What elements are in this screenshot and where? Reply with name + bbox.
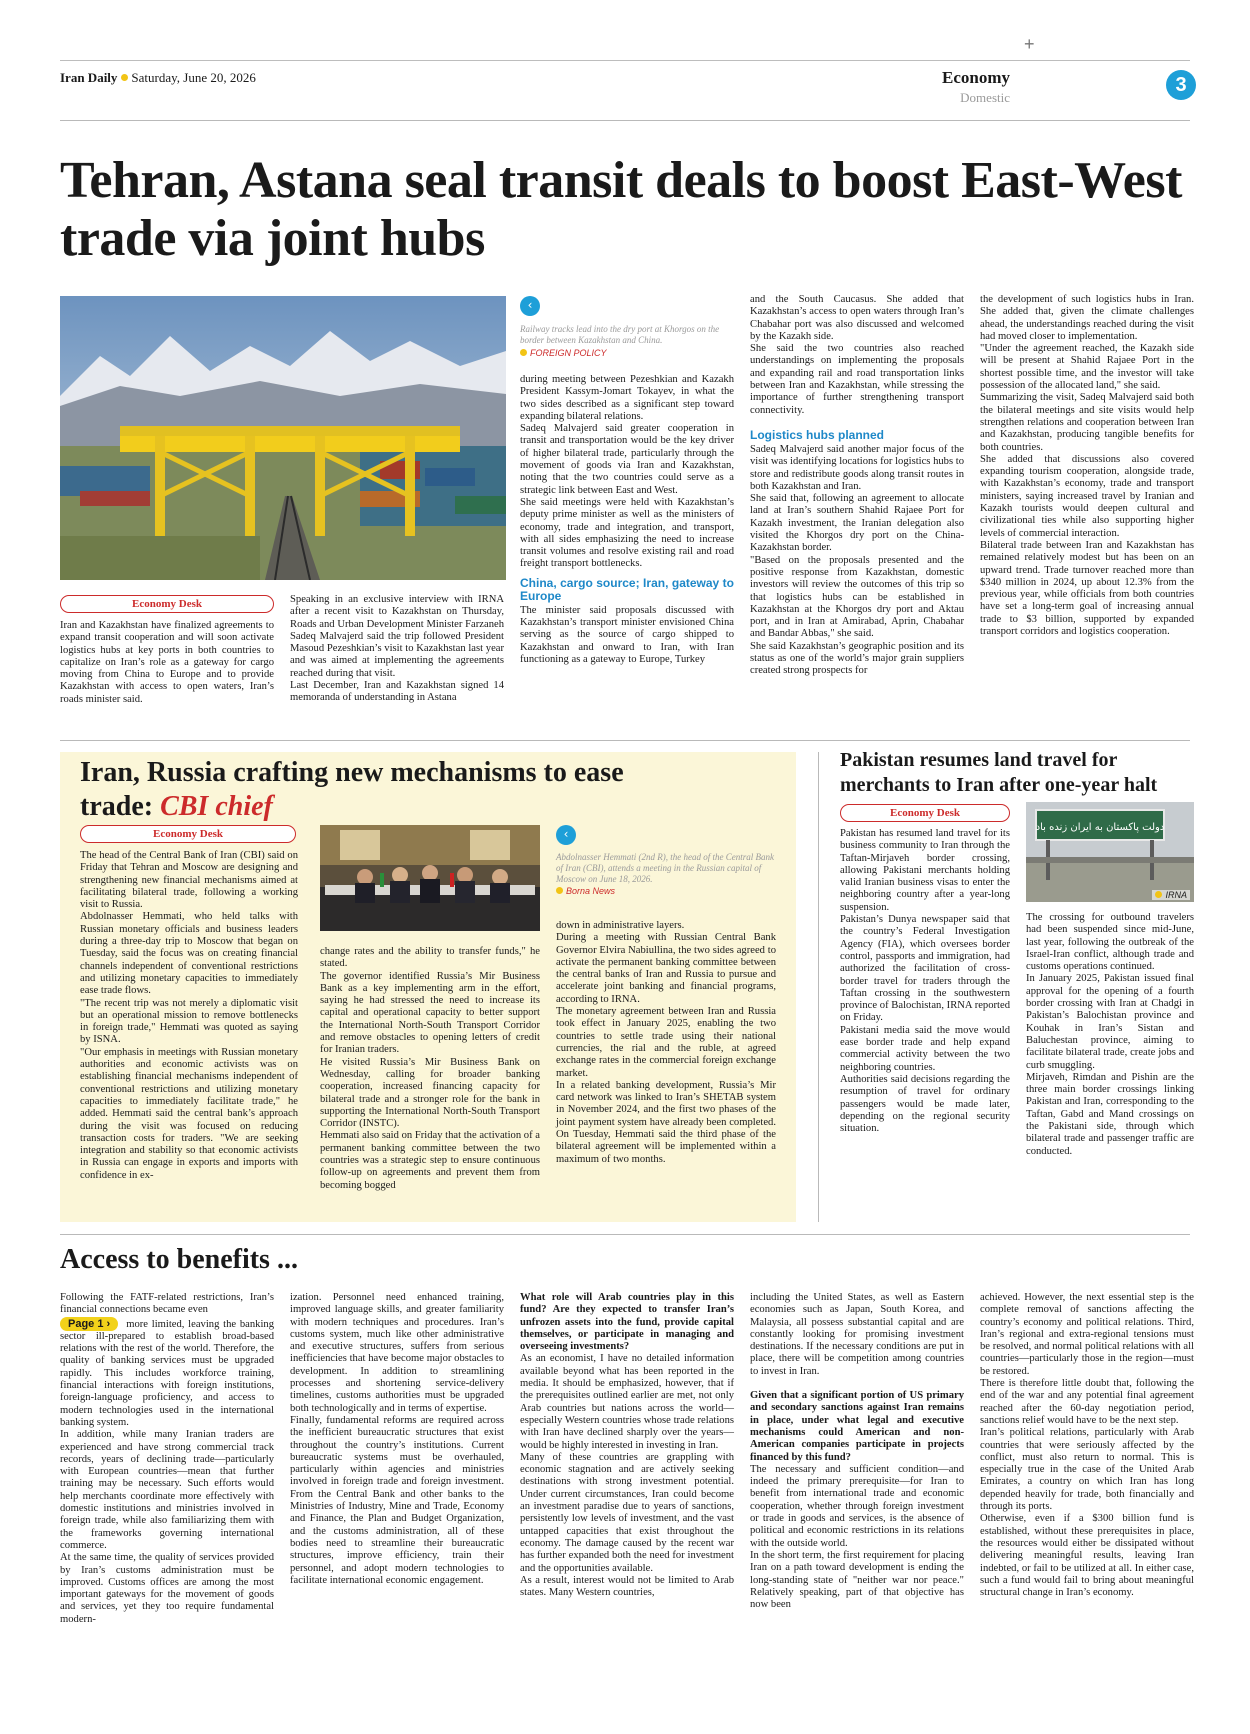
russia-caption-source [556, 886, 776, 897]
access-col1-lead: Following the FATF-related restrictions, Iran’s financial connections became even [60, 1292, 274, 1316]
arrow-left-icon: ‹ [520, 296, 540, 316]
pakistan-col2: The crossing for outbound travelers had been suspended since mid-June, last year, following the outbreak of the Israel-Iran conflict, although trade and customs operations continued. In January 2025, Pakistan issued final approval for the opening of a fourth border crossing with Iran at Chadgi in Pakistan’s Balochistan province and Kouhak in Iran’s Sistan and Baluchestan province, aiming to facilitate bilateral trade, create jobs and curb smuggling. Mirjaveh, Rimdan and Pishin are the three main border crossings linking Pakistan and Iran, corresponding to the Taftan, Gabd and Mand crossings on the Pakistani side, through which bilateral trade and passenger traffic are conducted. [1026, 912, 1194, 1157]
lead-headline: Tehran, Astana seal transit deals to boost East-West trade via joint hubs [60, 152, 1182, 267]
lead-col1: Iran and Kazakhstan have finalized agreements to expand transit cooperation and will soon activate logistics hubs at key ports in both countries to capitalize on Iran’s role as a gateway for cargo moving from China to Europe and to provide Kazakhstan with access to open waters, Iran’s roads minister said. [60, 620, 274, 705]
access-col1-body [60, 1317, 274, 1626]
access-col1-text: more limited, leaving the banking sector ill-prepared to establish broad-based relations with the rest of the world. Therefore, the quality of banking services must be upgraded rapidly. This includes workforce training, financial interactions with foreign institutions, foreign-language proficiency, and access to modern technologies used in the international banking system. In addition, while many Iranian traders are experienced and have strong commercial track records, years of declining trade—particularly with European countries—mean that further training may be necessary. Such efforts would help merchants coordinate more effectively with domestic institutions and ministries involved in foreign trade, while also familiarizing them with the frameworks governing international commerce. At the same time, the quality of services provided by Iran’s customs administration must be improved. Customs offices are among the most important gateways for the movement of goods and services, yet they too require fundamental modern- [60, 1318, 274, 1625]
russia-col1: The head of the Central Bank of Iran (CBI) said on Friday that Tehran and Moscow are designing and strengthening new financial mechanisms aimed at facilitating bilateral trade, following a working visit to Russia. Abdolnasser Hemmati, who held talks with Russian monetary officials and business leaders during a three-day trip to Moscow that began on Tuesday, said the focus was on creating financial channels independent of conventional restrictions and utilizing monetary capacities to immediately ease trade flows. "The recent trip was not merely a diplomatic visit but an operational mission to remove bottlenecks in foreign trade," Hemmati was quoted as saying by ISNA. "Our emphasis in meetings with Russian monetary authorities and economic activists was on establishing financial mechanisms independent of conventional restrictions and utilizing monetary capacities to immediately facilitate trade," he added. Hemmati said the central bank’s approach during the visit was focused on reducing transaction costs for traders. "We are seeking integration and stability so that economic activists in Russia can engage in exports and imports with confidence in ex- [80, 850, 298, 1181]
access-headline: Access to benefits ... [60, 1244, 298, 1275]
russia-headline-main: Iran, Russia crafting new mechanisms to ease trade: [80, 757, 624, 822]
lead-caption-source-label: FOREIGN POLICY [530, 348, 607, 358]
page-jump-link[interactable] [60, 1317, 118, 1331]
arrow-right-icon: › [106, 1317, 111, 1330]
access-col5: achieved. However, the next essential step is the complete removal of sanctions affecting the country’s economy and political relations. Third, Iran’s regional and extra-regional tensions must be resolved, and normal political relations with all countries—particularly those in the region—must be restored. There is therefore little doubt that, following the end of the war and any potential final agreement reached after the 60-day negotiation period, sanctions relief would have to be the next step. Iran’s political relations, particularly with Arab countries that were seriously affected by the conflict, must also return to normal. This is especially true in the case of the United Arab Emirates, a country on which Iran has long depended heavily for trade, both financially and through its ports. Otherwise, even if a $300 billion fund is established, without these prerequisites in place, the resources would either be dissipated without delivering meaningful results, leaving Iran indebted, or fail to be utilized at all. In either case, such a fund would fail to bring about meaningful structural change in Iran’s economy. [980, 1292, 1194, 1599]
pakistan-photo [1026, 802, 1194, 902]
dot-icon [121, 74, 128, 81]
lead-col3b-text: The minister said proposals discussed with Kazakhstan’s transport minister envisioned China serving as the source of cargo shipped to Kazakhstan and onward to Iran, with Iran functioning as a gateway to Europe, Turkey [520, 604, 734, 665]
lead-col3 [520, 374, 734, 666]
russia-headline-accent: CBI chief [160, 791, 273, 822]
pakistan-photo-source [1152, 890, 1190, 900]
sign-text: دولت پاکستان به ایران زنده باد [1035, 822, 1165, 833]
dot-icon [556, 887, 563, 894]
russia-col3: down in administrative layers. During a meeting with Russian Central Bank Governor Elvira Nabiullina, the two sides agreed to activate the permanent banking committee between the central banks of Iran and Russia to pursue and accelerate joint banking and financial programs, according to IRNA. The monetary agreement between Iran and Russia took effect in January 2025, enabling the two countries to settle trade using their national currencies, the rial and the ruble, at agreed exchange rates in the commercial foreign exchange market. In a related banking development, Russia’s Mir card network was linked to Iran’s SHETAB system in November 2024, and the first two phases of the joint payment system have already been completed. On Tuesday, Hemmati said the third phase of the bilateral agreement will be implemented within a maximum of two months. [556, 920, 776, 1165]
lead-photo [60, 296, 506, 580]
lead-col4-subhead: Logistics hubs planned [750, 427, 885, 442]
pakistan-headline: Pakistan resumes land travel for merchants to Iran after one-year halt [840, 749, 1158, 796]
lead-col5: the development of such logistics hubs in Iran. She added that, given the climate challenges ahead, the understandings reached during the visit had moved closer to implementation. "Under the agreement reached, the Kazakh side will be present at Shahid Rajaee Port in the shortest possible time, and the investor will take possession of the allocated land," she said. Summarizing the visit, Sadeq Malvajerd said both the bilateral meetings and site visits would help strengthen relations and cooperation between Iran and Kazakhstan, producing tangible benefits for both countries. She added that discussions also covered expanding tourism cooperation, alongside trade, with Kazakhstan’s economy, trade and transport ministers, saying increased travel by Iranian and Kazakh tourists would deepen cultural and civilizational ties while also supporting higher levels of commercial interaction. Bilateral trade between Iran and Kazakhstan has remained relatively modest but has been on an upward trend. Trade turnover reached more than $340 million in 2024, up about 12.3% from the previous year, while officials from both countries have set a long-term goal of increasing annual trade to $3 billion, supported by expanded transport corridors and logistics cooperation. [980, 294, 1194, 638]
paper-name: Iran Daily [60, 70, 118, 85]
russia-caption: Abdolnasser Hemmati (2nd R), the head of the Central Bank of Iran (CBI), attends a meeting in the Russian capital of Moscow on June 18, 2026. [556, 852, 774, 884]
access-col4-question: Given that a significant portion of US primary and secondary sanctions against Iran remains in place, under what legal and executive mechanisms could American and non-American companies participate in projects financed by this fund? [750, 1390, 964, 1463]
pakistan-col1: Pakistan has resumed land travel for its business community to Iran through the Taftan-Mirjaveh border crossing, allowing Pakistani merchants holding valid Iranian business visas to enter the neighboring country after a year-long suspension. Pakistan’s Dunya newspaper said that the country’s Federal Investigation Agency (FIA), which oversees border control, passports and immigration, had authorized the facilitation of cross-border travel for traders through the Taftan crossing in the southwestern province of Balochistan, IRNA reported on Friday. Pakistani media said the move would ease border trade and help expand commercial activity between the two neighboring countries. Authorities said decisions regarding the resumption of travel for ordinary passengers would be made later, depending on the regional security situation. [840, 828, 1010, 1135]
masthead [60, 70, 256, 86]
russia-photo [320, 825, 540, 931]
lead-bottom-rule [60, 740, 1190, 741]
russia-caption-source-label: Borna News [566, 886, 616, 896]
column-divider [818, 752, 819, 1222]
lead-col4-text: and the South Caucasus. She added that Kazakhstan’s access to open waters through Iran’s Chabahar port was also discussed and welcomed by the Kazakh side. She said the two countries also reached understandings on implementing the proposals and expanding rail and road transportation links between Iran and Kazakhstan, while stressing the importance of further strengthening transport connectivity. [750, 294, 964, 416]
access-col3-question: What role will Arab countries play in this fund? Are they expected to transfer Iran’s unfrozen assets into the fund, provide capital themselves, or participate in managing and overseeing investments? [520, 1292, 734, 1353]
dot-icon [520, 349, 527, 356]
section-rule [60, 1234, 1190, 1235]
lead-col3-subhead: China, cargo source; Iran, gateway to Europe [520, 575, 734, 603]
lead-col4b-text: Sadeq Malvajerd said another major focus of the visit was identifying locations for logistics hubs to store and redistribute goods along transit routes in both Kazakhstan and Iran. She said that, following an agreement to allocate land at Iran’s southern Shahid Rajaee Port for Kazakh investment, the Iranian delegation also visited the Khorgos dry port on the China-Kazakhstan border. "Based on the proposals presented and the positive response from Kazakhstan, domestic investors will review the outcomes of this trip so that logistics hubs can be established in Kazakhstan at the Khorgos dry port and Aktau port, and in Iran at Amirabad, Aprin, Chabahar and Bandar Abbas," she said. She said Kazakhstan’s geographic position and its status as one of the world’s major grain suppliers created strong prospects for [750, 443, 964, 677]
russia-headline [80, 756, 640, 824]
russia-col2: change rates and the ability to transfer funds," he stated. The governor identified Russia’s Mir Business Bank as a key implementing arm in the effort, saying he had stressed the need to increase its capital and operational capacity to better support the International North-South Transport Corridor and remove obstacles to opening letters of credit for Iranian traders. He visited Russia’s Mir Business Bank on Wednesday, calling for broader banking cooperation, increased financing capacity for bilateral trade and a stronger role for the bank in supporting the International North-South Transport Corridor (INSTC). Hemmati also said on Friday that the activation of a permanent banking committee between the two countries was a strategic step to ensure continuous follow-up on agreements and prevent them from becoming bogged [320, 946, 540, 1191]
lead-col4 [750, 294, 964, 678]
lead-desk-badge: Economy Desk [60, 595, 274, 613]
access-col4-text: including the United States, as well as Eastern economies such as Japan, South Korea, and Malaysia, all possess substantial capital and are constantly looking for promising investment destinations. If the necessary conditions are put in place, there will be competition among countries to invest in Iran. [750, 1292, 964, 1377]
section-title: Economy [942, 68, 1010, 87]
top-rule [60, 60, 1190, 61]
page-jump-label[interactable]: Page 1 [68, 1317, 104, 1330]
page-number: 3 [1166, 70, 1196, 100]
dot-icon [1155, 891, 1162, 898]
lead-caption: Railway tracks lead into the dry port at Khorgos on the border between Kazakhstan and China. [520, 324, 720, 345]
lead-col3-text: during meeting between Pezeshkian and Kazakh President Kassym-Jomart Tokayev, in what the two sides described as a significant step toward expanding bilateral relations. Sadeq Malvajerd said greater cooperation in transit and transportation would be the key driver of higher bilateral trade, particularly through the movement of goods via Iran and Kazakhstan, noting that the two countries could serve as a strategic link between East and West. She said meetings were held with Kazakhstan’s deputy prime minister as well as the ministers of economy, trade and integration, and transport, with all sides emphasizing the need to increase transit volumes and resolve existing rail and road freight transport bottlenecks. [520, 374, 734, 570]
subsection-title: Domestic [960, 90, 1010, 105]
access-col1 [60, 1292, 274, 1626]
access-col3 [520, 1292, 734, 1599]
pakistan-photo-source-label: IRNA [1165, 890, 1187, 900]
access-col2: ization. Personnel need enhanced training, improved language skills, and greater familiarity with modern techniques and procedures. Iran’s customs system, much like other administrative and executive structures, suffers from serious inefficiencies that have become major obstacles to development. In addition to streamlining processes and shortening service-delivery timelines, customs authorities must be upgraded both technologically and in terms of expertise. Finally, fundamental reforms are required across the inefficient bureaucratic structures that exist throughout the country’s institutions. Current bureaucratic systems must be overhauled, particularly within agencies and ministries involved in foreign trade and foreign investment. From the Central Bank and other banks to the Ministries of Industry, Mine and Trade, Economy and Finance, the Plan and Budget Organization, and the customs administration, all of these bodies need to streamline their bureaucratic structures, improve efficiency, train their personnel, and adopt modern technologies to facilitate international economic engagement. [290, 1292, 504, 1586]
plus-icon: + [1024, 34, 1035, 54]
pakistan-desk-badge: Economy Desk [840, 804, 1010, 822]
access-col4 [750, 1292, 964, 1611]
access-col4b-text: The necessary and sufficient condition—and indeed the primary prerequisite—for Iran to benefit from international trade and economic cooperation, whether through foreign investment or trade in goods and services, is the absence of political and economic restrictions in its relations with the outside world. In the short term, the first requirement for placing Iran on a path toward development is ending the long-standing state of "neither war nor peace." Relatively speaking, part of that objective has now been [750, 1463, 964, 1611]
access-col3-text: As an economist, I have no detailed information available beyond what has been reported in the media. It should be emphasized, however, that if the prerequisites outlined earlier are met, not only Arab countries but nations across the world—especially Western countries whose trade relations with Iran have declined sharply over the years—would be highly interested in investing in Iran. Many of these countries are grappling with economic stagnation and are actively seeking destinations with strong investment potential. Under current circumstances, Iran could become an investment paradise due to years of sanctions, persistently low levels of investment, and the vast untapped capacities that exist throughout the economy. The damage caused by the recent war has further expanded both the need for investment and the opportunities available. As a result, interest would not be limited to Arab states. Many Western countries, [520, 1353, 734, 1599]
header-rule [60, 120, 1190, 121]
issue-date: Saturday, June 20, 2026 [131, 70, 256, 85]
russia-desk-badge: Economy Desk [80, 825, 296, 843]
lead-col2: Speaking in an exclusive interview with IRNA after a recent visit to Kazakhstan on Thursday, Roads and Urban Development Minister Farzaneh Sadeq Malvajerd said the trip followed President Masoud Pezeshkian’s visit to Kazakhstan last year and was aimed at implementing the agreements reached during that visit. Last December, Iran and Kazakhstan signed 14 memoranda of understanding in Astana [290, 594, 504, 704]
arrow-left-icon: ‹ [556, 825, 576, 845]
lead-caption-source [520, 348, 740, 359]
